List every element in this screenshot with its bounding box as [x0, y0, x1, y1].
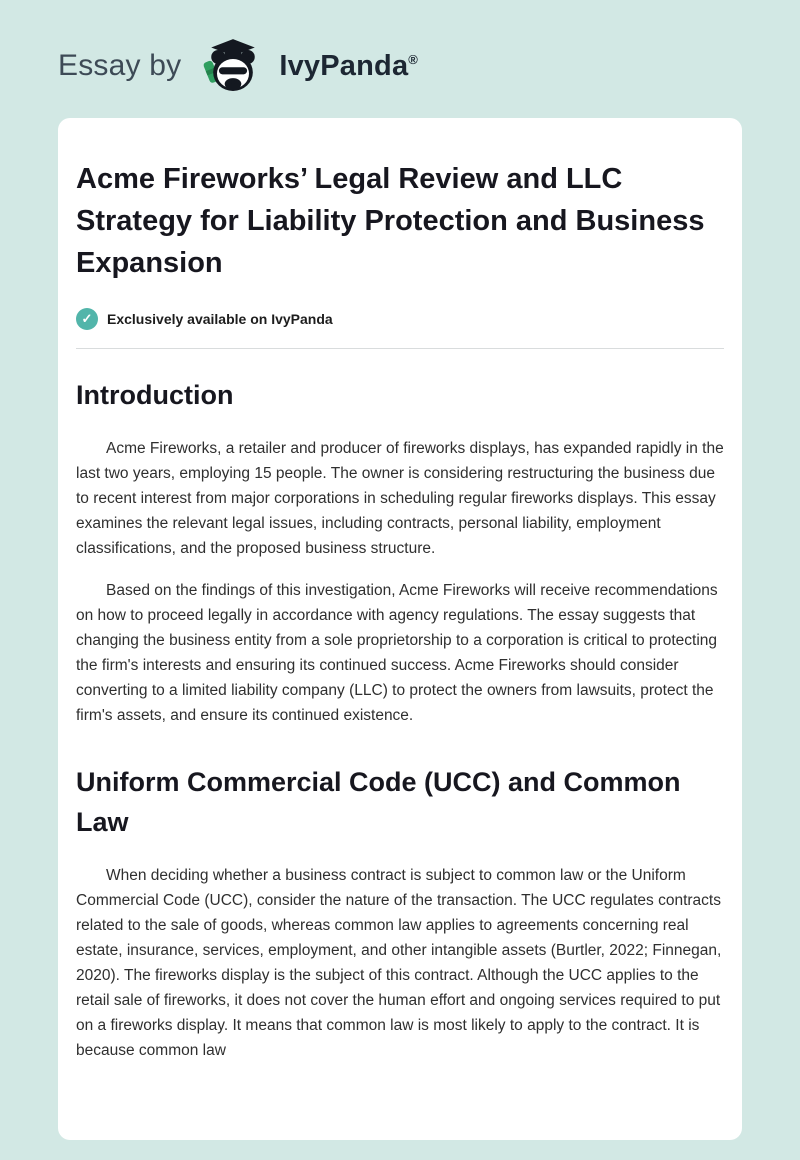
panda-graduate-icon	[201, 34, 265, 98]
brand-name	[279, 50, 418, 83]
section-heading: Uniform Commercial Code (UCC) and Common Law	[76, 766, 681, 838]
page-title: Acme Fireworks’ Legal Review and LLC Strategy for Liability Protection and Business Expansion	[76, 163, 705, 280]
availability-badge-label: Exclusively available on IvyPanda	[107, 311, 333, 328]
section-introduction	[76, 375, 724, 728]
section-heading: Introduction	[76, 380, 234, 411]
registered-mark: ®	[408, 51, 419, 67]
essay-by-label: Essay by	[58, 49, 182, 82]
availability-badge	[76, 308, 724, 330]
divider	[76, 348, 724, 349]
section-ucc-common-law	[76, 762, 724, 1063]
paragraph: When deciding whether a business contract is subject to common law or the Uniform Commercial Code (UCC), consider the nature of the transaction. The UCC regulates contracts related to the sale of goods, whereas common law applies to agreements concerning real estate, insurance, services, employment, and other intangible assets (Burtler, 2022; Finnegan, 2020). The fireworks display is the subject of this contract. Although the UCC applies to the retail sale of fireworks, it does not cover the human effort and ongoing services required to put on a fireworks display. It means that common law is most likely to apply to the contract. It is because common law	[76, 866, 722, 1059]
brand-label: IvyPanda	[279, 49, 409, 82]
paragraph: Acme Fireworks, a retailer and producer of fireworks displays, has expanded rapidly in the last two years, employing 15 people. The owner is considering restructuring the business due to recent interest from major corporations in scheduling regular fireworks displays. This essay examines the relevant legal issues, including contracts, personal liability, employment classifications, and the proposed business structure.	[76, 439, 724, 557]
paragraph: Based on the findings of this investigation, Acme Fireworks will receive recommendations on how to proceed legally in accordance with agency regulations. The essay suggests that changing the business entity from a sole proprietorship to a corporation is critical to protecting the firm's interests and ensuring its continued success. Acme Fireworks should consider converting to a limited liability company (LLC) to protect the owners from lawsuits, protect the firm's assets, and ensure its continued existence.	[76, 581, 718, 724]
essay-card	[58, 118, 742, 1140]
check-circle-icon: ✓	[76, 308, 98, 330]
page-header	[0, 0, 800, 118]
